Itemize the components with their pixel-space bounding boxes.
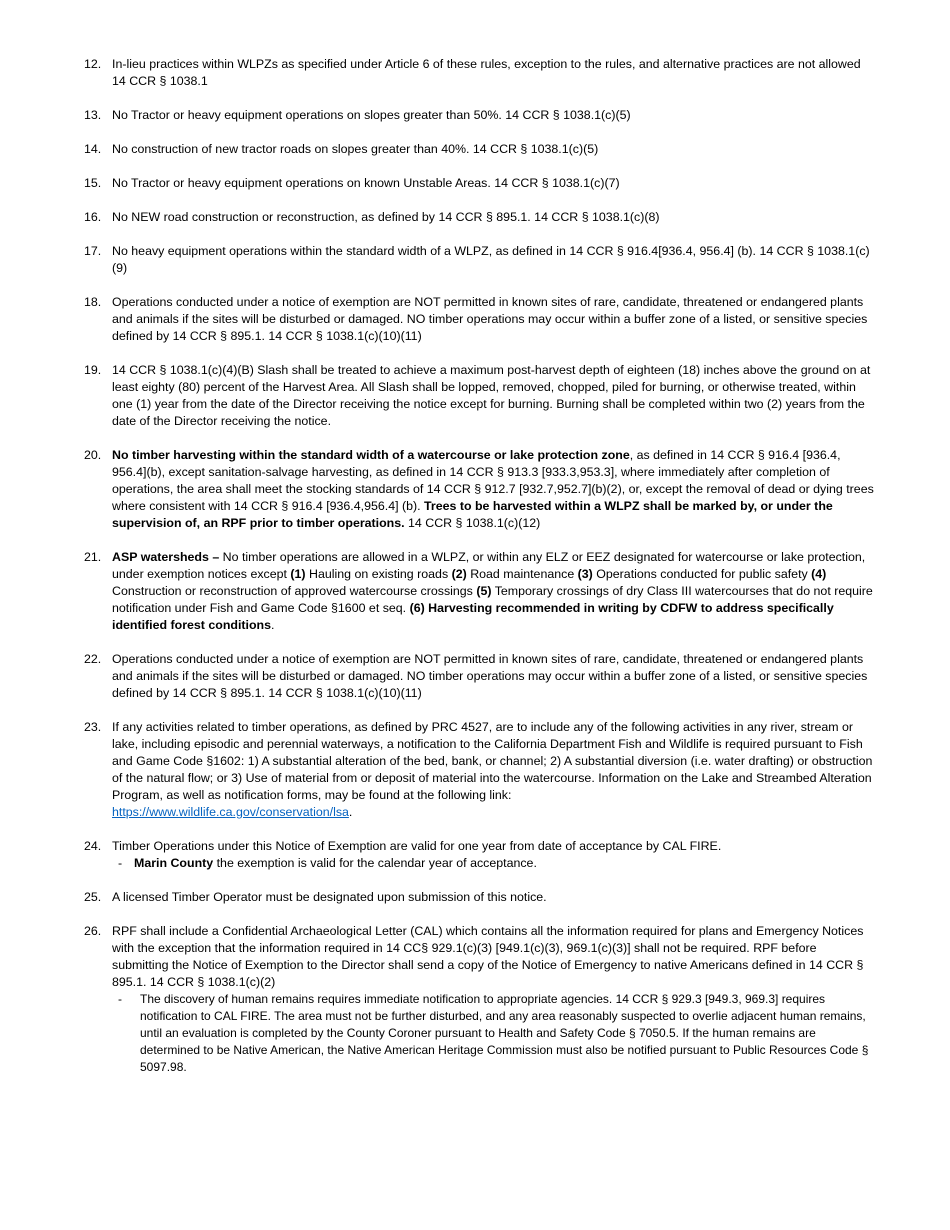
item-text: No Tractor or heavy equipment operations on known Unstable Areas. 14 CCR § 1038.1(c)(7) bbox=[112, 176, 620, 190]
item-text: Timber Operations under this Notice of Exemption are valid for one year from date of acceptance by CAL FIRE. bbox=[112, 839, 722, 853]
list-item-16 bbox=[84, 209, 874, 226]
text-segment: 14 CCR § 1038.1(c)(12) bbox=[404, 516, 541, 530]
list-item-22 bbox=[84, 651, 874, 702]
text-segment: Construction or reconstruction of approved watercourse crossings bbox=[112, 584, 477, 598]
item-number: 15. bbox=[84, 176, 102, 190]
list-item-26 bbox=[84, 923, 874, 1076]
item-number: 17. bbox=[84, 244, 102, 258]
item-text: No Tractor or heavy equipment operations on slopes greater than 50%. 14 CCR § 1038.1(c)(5) bbox=[112, 108, 631, 122]
item-text: Operations conducted under a notice of exemption are NOT permitted in known sites of rare, candidate, threatened or endangered plants and animals if the sites will be disturbed or damaged. NO timber operations may occur within a buffer zone of a listed, or sensitive species defined by 14 CCR § 895.1. 14 CCR § 1038.1(c)(10)(11) bbox=[112, 652, 868, 700]
item-text bbox=[112, 720, 872, 819]
text-segment: , as defined in 14 CCR § 916.4 [936.4, 956.4](b), except sanitation-salvage harvesting, as defined in 14 CCR § 913.3 [933.3,953.3], where immediately after completion of operations, the area shall meet the stocking standards of 14 CCR § 912.7 [932.7,952.7](b)(2), or, except the removal of dead or dying trees where consistent with 14 CCR § 916.4 [936.4,956.4] (b). bbox=[112, 448, 874, 513]
item-number: 19. bbox=[84, 363, 102, 377]
text-segment: No timber operations are allowed in a WLPZ, or within any ELZ or EEZ designated for watercourse or lake protection, under exemption notices except bbox=[112, 550, 866, 581]
bold-text: Trees to be harvested within a WLPZ shall be marked by, or under the supervision of, an RPF prior to timber operations. bbox=[112, 499, 833, 530]
bold-number: (3) bbox=[577, 567, 593, 581]
item-number: 13. bbox=[84, 108, 102, 122]
bold-number: (2) bbox=[451, 567, 467, 581]
list-item-12 bbox=[84, 56, 874, 90]
text-segment: If any activities related to timber operations, as defined by PRC 4527, are to include any of the following activities in any river, stream or lake, including episodic and perennial waterways, a notification to the California Department Fish and Wildlife is required pursuant to Fish and Game Code §1602: 1) A substantial alteration of the bed, bank, or channel; 2) A substantial diversion (i.e. water drafting) or obstruction of the natural flow; or 3) Use of material from or deposit of material into the watercourse. Information on the Lake and Streambed Alteration Program, as well as notification forms, may be found at the following link: bbox=[112, 720, 873, 802]
bold-number: (5) bbox=[476, 584, 492, 598]
list-item-13 bbox=[84, 107, 874, 124]
item-text: 14 CCR § 1038.1(c)(4)(B) Slash shall be treated to achieve a maximum post-harvest depth of eighteen (18) inches above the ground on at least eighty (80) percent of the Harvest Area. All Slash shall be lopped, removed, chopped, piled for burning, or otherwise treated, within one (1) year from the date of the Director receiving the notice except for burning. Burning shall be completed within two (2) years from the date of the Director receiving the notice. bbox=[112, 363, 871, 428]
item-text: RPF shall include a Confidential Archaeological Letter (CAL) which contains all the information required for plans and Emergency Notices with the exception that the information required in 14 CC§ 929.1(c)(3) [949.1(c)(3), 969.1(c)(3)] shall not be required. RPF before submitting the Notice of Exemption to the Director shall send a copy of the Notice of Emergency to native Americans defined in 14 CCR § 895.1. 14 CCR § 1038.1(c)(2) bbox=[112, 924, 864, 989]
text-segment: Temporary crossings of dry Class III watercourses that do not require notification under Fish and Game Code §1600 et seq. bbox=[112, 584, 873, 615]
item-number: 14. bbox=[84, 142, 102, 156]
item-number: 21. bbox=[84, 550, 102, 564]
sub-bullet bbox=[112, 855, 874, 872]
bold-text: (6) Harvesting recommended in writing by CDFW to address specifically identified forest conditions bbox=[112, 601, 834, 632]
item-number: 25. bbox=[84, 890, 102, 904]
text-segment: . bbox=[348, 805, 353, 819]
list-item-20 bbox=[84, 447, 874, 532]
dash-bullet: - bbox=[118, 856, 123, 870]
item-number: 20. bbox=[84, 448, 102, 462]
item-number: 12. bbox=[84, 57, 102, 71]
item-text: No construction of new tractor roads on slopes greater than 40%. 14 CCR § 1038.1(c)(5) bbox=[112, 142, 599, 156]
item-text: A licensed Timber Operator must be designated upon submission of this notice. bbox=[112, 890, 547, 904]
dash-bullet: - bbox=[118, 992, 122, 1006]
list-item-24 bbox=[84, 838, 874, 872]
bold-number: (4) bbox=[811, 567, 827, 581]
item-number: 24. bbox=[84, 839, 102, 853]
list-item-17 bbox=[84, 243, 874, 277]
item-text: In-lieu practices within WLPZs as specified under Article 6 of these rules, exception to the rules, and alternative practices are not allowed 14 CCR § 1038.1 bbox=[112, 57, 861, 88]
text-segment: the exemption is valid for the calendar year of acceptance. bbox=[213, 856, 537, 870]
list-item-14 bbox=[84, 141, 874, 158]
text-segment: Hauling on existing roads bbox=[305, 567, 452, 581]
lsa-link[interactable]: https://www.wildlife.ca.gov/conservation/lsa bbox=[112, 805, 349, 819]
item-text: Operations conducted under a notice of exemption are NOT permitted in known sites of rare, candidate, threatened or endangered plants and animals if the sites will be disturbed or damaged. NO timber operations may occur within a buffer zone of a listed, or sensitive species defined by 14 CCR § 895.1. 14 CCR § 1038.1(c)(10)(11) bbox=[112, 295, 868, 343]
item-text: No NEW road construction or reconstruction, as defined by 14 CCR § 895.1. 14 CCR § 1038.1(c)(8) bbox=[112, 210, 660, 224]
item-text bbox=[112, 550, 873, 632]
text-segment: Road maintenance bbox=[466, 567, 578, 581]
item-number: 18. bbox=[84, 295, 102, 309]
bold-number: (1) bbox=[290, 567, 306, 581]
item-number: 23. bbox=[84, 720, 102, 734]
bold-text: Marin County bbox=[134, 856, 214, 870]
item-number: 16. bbox=[84, 210, 102, 224]
list-item-23 bbox=[84, 719, 874, 821]
bold-text: No timber harvesting within the standard width of a watercourse or lake protection zone bbox=[112, 448, 630, 462]
list-item-25 bbox=[84, 889, 874, 906]
item-number: 22. bbox=[84, 652, 102, 666]
list-item-18 bbox=[84, 294, 874, 345]
text-segment: Operations conducted for public safety bbox=[592, 567, 812, 581]
list-item-19 bbox=[84, 362, 874, 430]
list-item-21 bbox=[84, 549, 874, 634]
item-text bbox=[112, 448, 874, 530]
sub-bullet bbox=[112, 991, 874, 1076]
text-segment: . bbox=[271, 618, 275, 632]
text-segment: The discovery of human remains requires immediate notification to appropriate agencies. 14 CCR § 929.3 [949.3, 969.3] requires notification to CAL FIRE. The area must not be further disturbed, and any area reasonably suspected to overlie adjacent human remains, until an evaluation is completed by the County Coroner pursuant to Health and Safety Code § 7050.5. If the human remains are determined to be Native American, the Native American Heritage Commission must also be notified pursuant to Public Resources Code § 5097.98. bbox=[140, 992, 869, 1074]
list-item-15 bbox=[84, 175, 874, 192]
rules-list bbox=[84, 56, 874, 1076]
bold-text: ASP watersheds – bbox=[112, 550, 220, 564]
item-text: No heavy equipment operations within the standard width of a WLPZ, as defined in 14 CCR § 916.4[936.4, 956.4] (b). 14 CCR § 1038.1(c)(9) bbox=[112, 244, 870, 275]
item-number: 26. bbox=[84, 924, 102, 938]
